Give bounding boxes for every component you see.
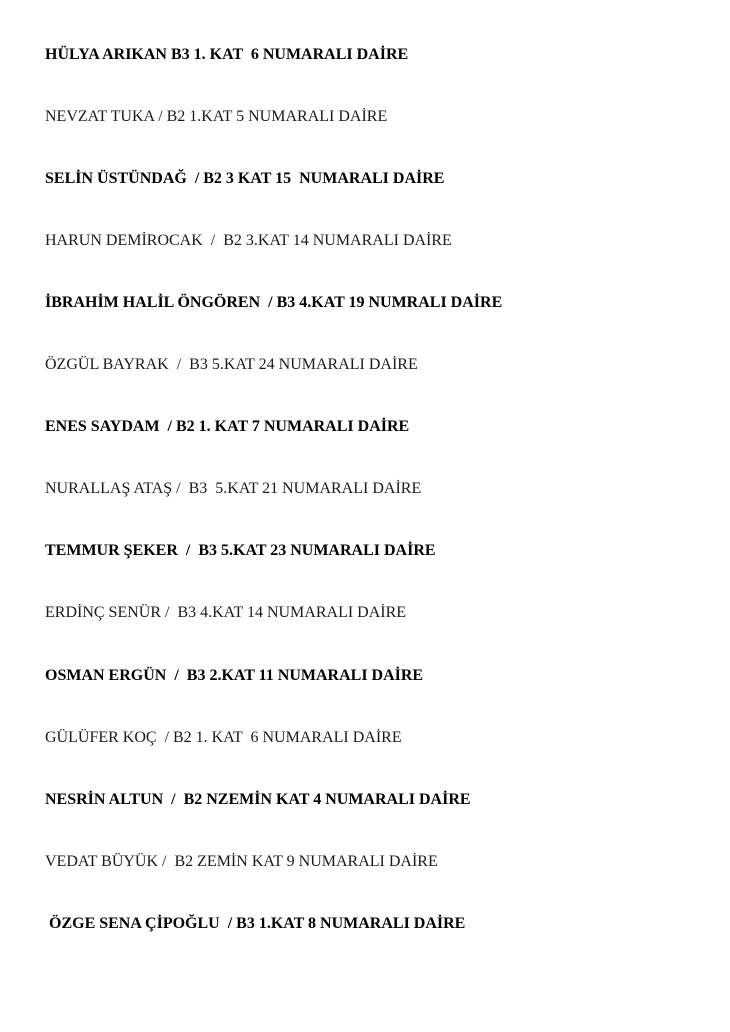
list-item: ÖZGE SENA ÇİPOĞLU / B3 1.KAT 8 NUMARALI DAİRE	[49, 915, 466, 932]
list-item: NURALLAŞ ATAŞ / B3 5.KAT 21 NUMARALI DAİRE	[45, 480, 422, 497]
list-item: ÖZGÜL BAYRAK / B3 5.KAT 24 NUMARALI DAİRE	[45, 356, 418, 373]
list-item: İBRAHİM HALİL ÖNGÖREN / B3 4.KAT 19 NUMRALI DAİRE	[45, 294, 503, 311]
list-item: ERDİNÇ SENÜR / B3 4.KAT 14 NUMARALI DAİRE	[45, 604, 407, 621]
list-item: VEDAT BÜYÜK / B2 ZEMİN KAT 9 NUMARALI DAİRE	[45, 853, 438, 870]
list-item: SELİN ÜSTÜNDAĞ / B2 3 KAT 15 NUMARALI DAİRE	[45, 170, 445, 187]
list-item: GÜLÜFER KOÇ / B2 1. KAT 6 NUMARALI DAİRE	[45, 729, 402, 746]
list-item: NESRİN ALTUN / B2 NZEMİN KAT 4 NUMARALI DAİRE	[45, 791, 471, 808]
list-item: NEVZAT TUKA / B2 1.KAT 5 NUMARALI DAİRE	[45, 108, 388, 125]
list-item: OSMAN ERGÜN / B3 2.KAT 11 NUMARALI DAİRE	[45, 667, 424, 684]
list-item: HARUN DEMİROCAK / B2 3.KAT 14 NUMARALI DAİRE	[45, 232, 452, 249]
list-item: HÜLYA ARIKAN B3 1. KAT 6 NUMARALI DAİRE	[45, 46, 409, 63]
list-item: TEMMUR ŞEKER / B3 5.KAT 23 NUMARALI DAİRE	[45, 542, 436, 559]
list-item: ENES SAYDAM / B2 1. KAT 7 NUMARALI DAİRE	[45, 418, 410, 435]
